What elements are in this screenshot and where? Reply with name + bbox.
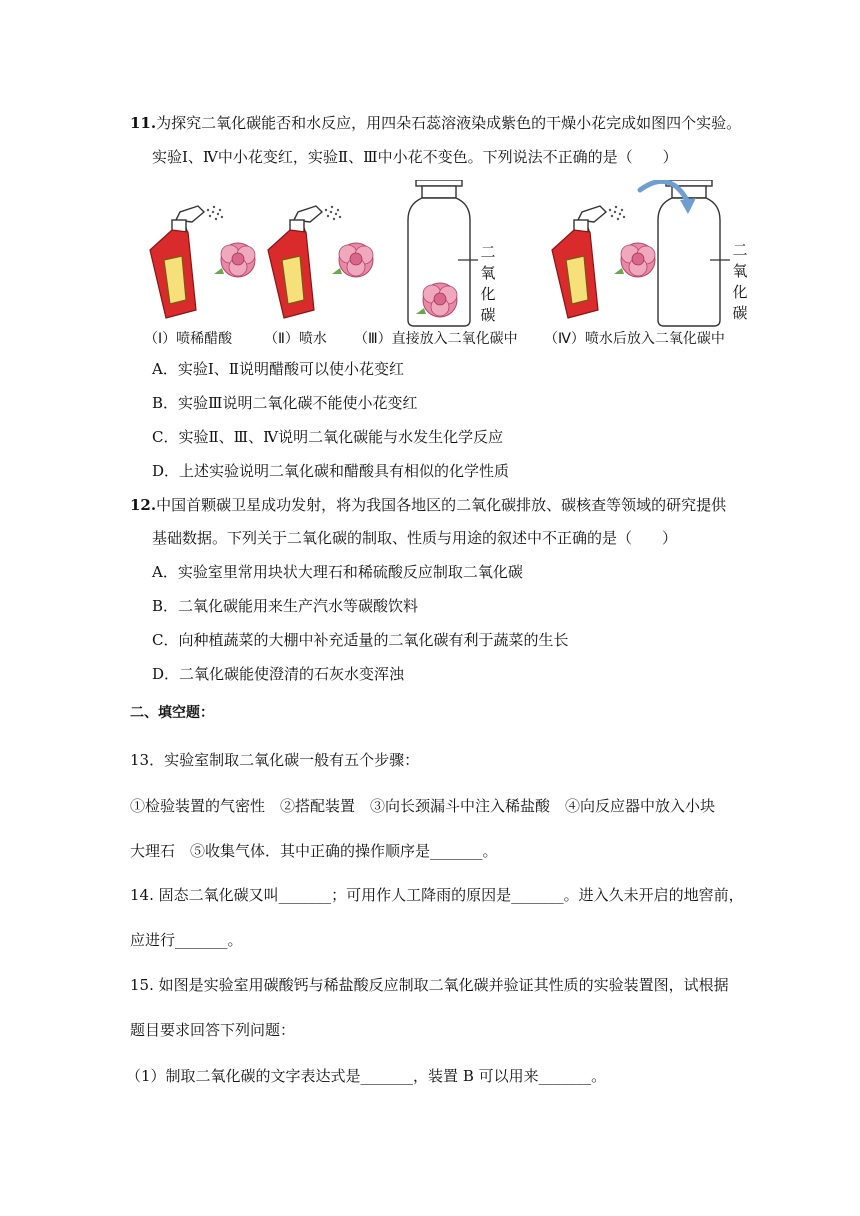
q15-line1: 15. 如图是实验室用碳酸钙与稀盐酸反应制取二氧化碳并验证其性质的实验装置图，试根据 — [130, 976, 729, 994]
experiment-figure — [140, 180, 760, 355]
q12-stem-1: 中国首颗碳卫星成功发射，将为我国各地区的二氧化碳排放、碳核查等领域的研究提供 — [156, 496, 727, 514]
q14-line2: 应进行_______。 — [130, 931, 243, 949]
q14-line1: 14. 固态二氧化碳又叫_______；可用作人工降雨的原因是_______。进入久未开启的地窖前， — [130, 886, 744, 904]
sprayer-icon — [268, 206, 341, 318]
figure-caption-2: （Ⅱ）喷水 — [264, 331, 327, 347]
q12-option-d: D．二氧化碳能使澄清的石灰水变浑浊 — [152, 665, 405, 683]
q12-number: 12. — [130, 496, 157, 514]
figure-caption-4: （Ⅳ）喷水后放入二氧化碳中 — [544, 331, 725, 347]
q11-option-a: A．实验Ⅰ、Ⅱ说明醋酸可以使小花变红 — [152, 360, 404, 378]
q13-line2: ①检验装置的气密性 ②搭配装置 ③向长颈漏斗中注入稀盐酸 ④向反应器中放入小块 — [130, 797, 716, 815]
sprayer-icon — [150, 206, 223, 318]
q12-line1 — [130, 494, 726, 516]
flower-icon — [332, 243, 373, 277]
q15-line3: （1）制取二氧化碳的文字表达式是_______，装置 B 可以用来_______。 — [126, 1067, 607, 1085]
q11-option-b: B．实验Ⅲ说明二氧化碳不能使小花变红 — [152, 394, 418, 412]
q12-option-a: A．实验室里常用块状大理石和稀硫酸反应制取二氧化碳 — [152, 563, 523, 581]
flower-icon — [214, 243, 255, 277]
section-heading: 二、填空题： — [130, 705, 214, 721]
figure-caption-3: （Ⅲ）直接放入二氧化碳中 — [354, 331, 518, 347]
q12-option-c: C．向种植蔬菜的大棚中补充适量的二氧化碳有利于蔬菜的生长 — [152, 631, 569, 649]
jar-label-co2: 二 氧 化 碳 — [732, 241, 748, 322]
q11-option-d: D．上述实验说明二氧化碳和醋酸具有相似的化学性质 — [152, 462, 510, 480]
figure-caption-1: （Ⅰ）喷稀醋酸 — [144, 331, 233, 347]
flower-icon — [614, 243, 655, 277]
q12-line2: 基础数据。下列关于二氧化碳的制取、性质与用途的叙述中不正确的是（ ） — [152, 529, 678, 547]
q11-line1 — [130, 112, 741, 134]
q11-line2: 实验Ⅰ、Ⅳ中小花变红，实验Ⅱ、Ⅲ中小花不变色。下列说法不正确的是（ ） — [152, 148, 678, 166]
jar-label-co2: 二 氧 化 碳 — [480, 243, 496, 324]
sprayer-icon — [552, 206, 625, 318]
q13-line3: 大理石 ⑤收集气体．其中正确的操作顺序是_______。 — [130, 842, 498, 860]
q11-number: 11. — [130, 114, 157, 132]
q11-stem-1: 为探究二氧化碳能否和水反应，用四朵石蕊溶液染成紫色的干燥小花完成如图四个实验。 — [156, 114, 742, 132]
q12-option-b: B．二氧化碳能用来生产汽水等碳酸饮料 — [152, 597, 419, 615]
q11-option-c: C．实验Ⅱ、Ⅲ、Ⅳ说明二氧化碳能与水发生化学反应 — [152, 428, 504, 446]
q13-line1: 13．实验室制取二氧化碳一般有五个步骤： — [130, 751, 420, 769]
q15-line2: 题目要求回答下列问题： — [130, 1021, 296, 1039]
